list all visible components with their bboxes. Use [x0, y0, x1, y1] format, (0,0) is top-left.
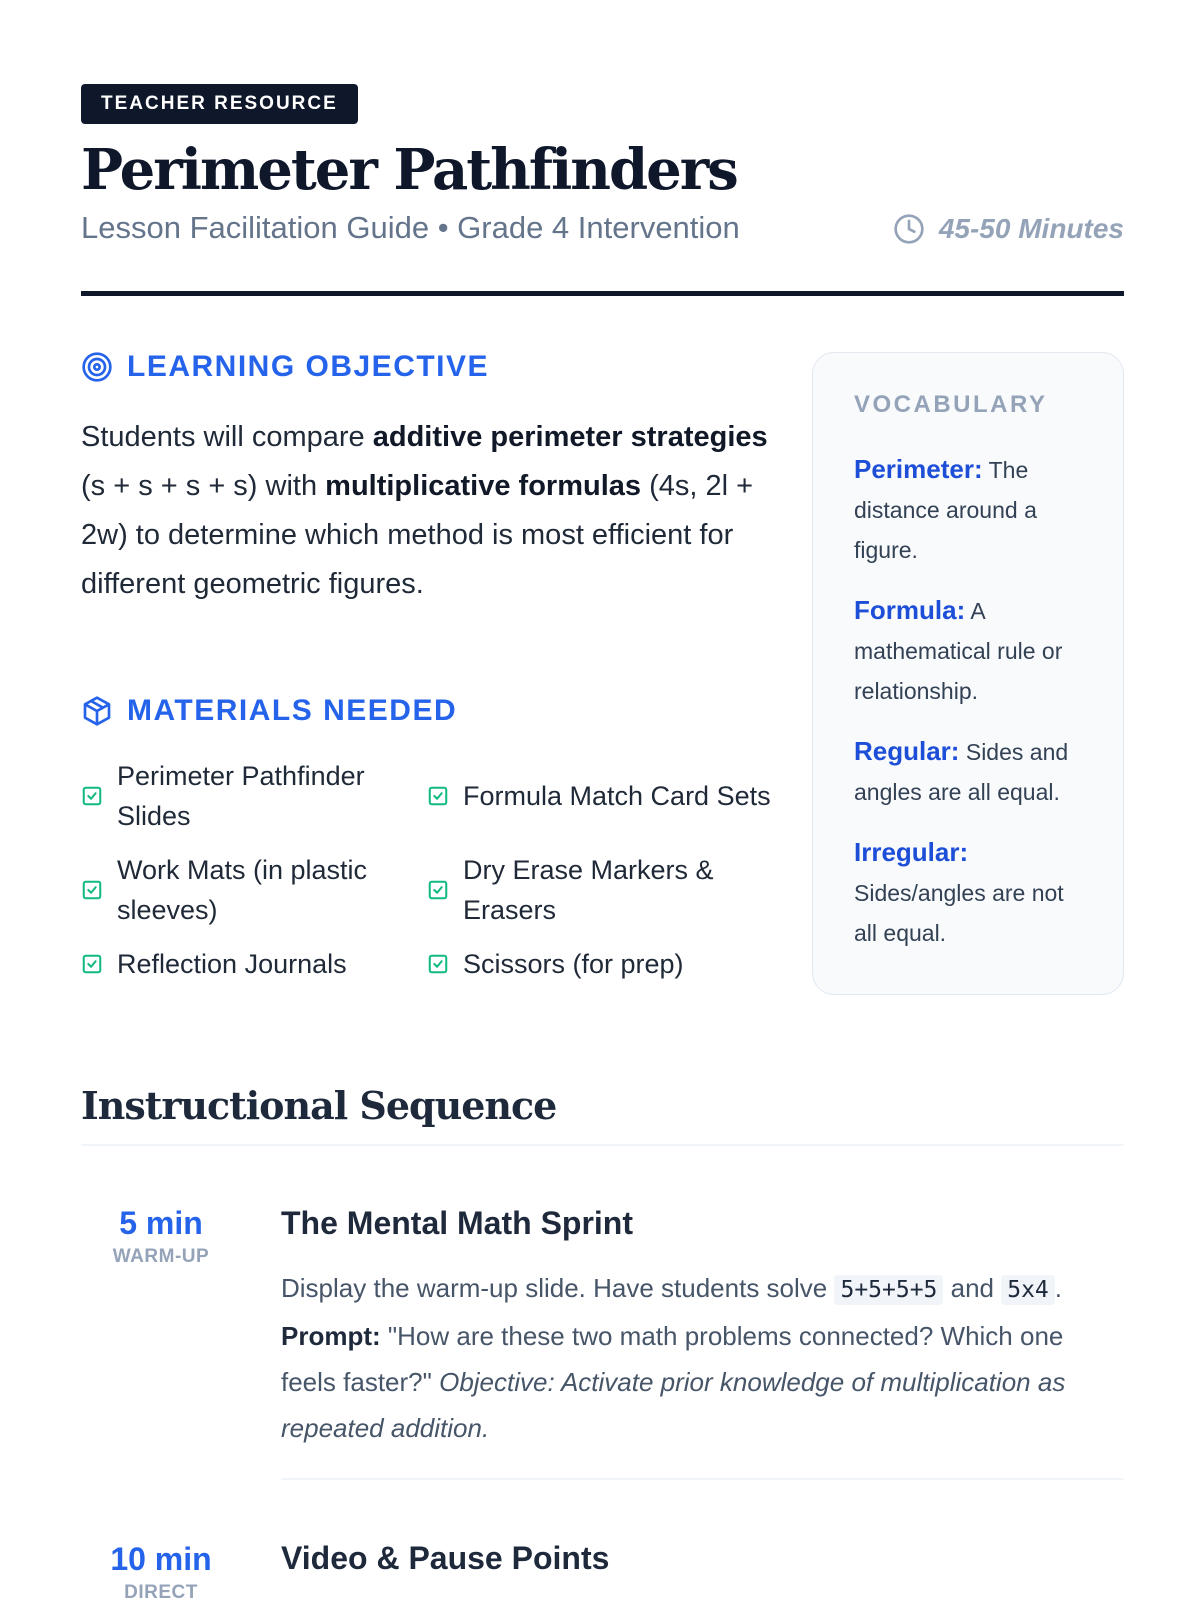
vocab-term-definition: A mathematical rule or relationship.: [854, 598, 1063, 704]
lesson-duration: [893, 213, 1124, 245]
objective-text-part: (s + s + s + s) with: [81, 470, 326, 502]
check-square-icon: [81, 785, 103, 807]
lesson-guide-page: [81, 0, 1124, 1600]
step-time-block: [81, 1540, 241, 1600]
cube-icon: [81, 695, 113, 727]
check-square-icon: [427, 785, 449, 807]
vocabulary-card: [812, 352, 1124, 995]
material-item: [81, 756, 427, 836]
step-divider: [281, 1478, 1124, 1480]
material-item: [81, 944, 427, 984]
page-title: Perimeter Pathfinders: [81, 137, 737, 203]
clock-icon: [893, 213, 925, 245]
objective-emphasis: multiplicative formulas: [325, 470, 642, 502]
step-body: [281, 1265, 1124, 1451]
vocab-term: [854, 832, 1085, 953]
material-item: [427, 756, 773, 836]
objective-heading-label: LEARNING OBJECTIVE: [127, 350, 490, 383]
step-body-text: Display the warm-up slide. Have students solve: [281, 1273, 835, 1303]
step-category: DIRECT: [124, 1582, 198, 1600]
material-label: Dry Erase Markers & Erasers: [463, 855, 714, 925]
vocab-term: [854, 590, 1085, 711]
vocab-term-definition: The distance around a figure.: [854, 457, 1037, 563]
check-square-icon: [427, 879, 449, 901]
duration-text: 45-50 Minutes: [938, 213, 1124, 244]
material-item: [81, 850, 427, 930]
materials-heading: [81, 694, 457, 728]
vocab-term: [854, 449, 1085, 570]
teacher-resource-badge: TEACHER RESOURCE: [81, 84, 358, 124]
material-label: Formula Match Card Sets: [463, 781, 771, 811]
step-body-text: and: [943, 1273, 1002, 1303]
vocabulary-title: VOCABULARY: [854, 391, 1048, 418]
vocab-term-name: Perimeter:: [854, 454, 983, 484]
sequence-divider: [81, 1144, 1124, 1146]
header-divider: [81, 291, 1124, 296]
material-label: Scissors (for prep): [463, 949, 684, 979]
vocab-term-name: Irregular:: [854, 837, 969, 867]
vocab-term-name: Regular:: [854, 736, 960, 766]
target-icon: [81, 351, 113, 383]
step-objective-note: Objective: Activate prior knowledge of multiplication as repeated addition.: [281, 1367, 1066, 1443]
vocab-term: [854, 731, 1085, 812]
objective-text-part: Students will compare: [81, 421, 373, 453]
objective-text: [81, 413, 771, 609]
sequence-title: Instructional Sequence: [81, 1083, 557, 1128]
step-time: 10 min: [110, 1541, 212, 1577]
materials-list: [81, 756, 781, 984]
sequence-step: [281, 1538, 1124, 1578]
page-subtitle: Lesson Facilitation Guide • Grade 4 Intervention: [81, 210, 740, 245]
check-square-icon: [81, 953, 103, 975]
objective-heading: [81, 350, 489, 384]
step-time-block: [81, 1204, 241, 1268]
code-snippet: 5+5+5+5: [834, 1275, 943, 1305]
material-item: [427, 850, 773, 930]
materials-heading-label: MATERIALS NEEDED: [127, 694, 458, 727]
material-label: Perimeter Pathfinder Slides: [117, 761, 365, 831]
sequence-step: [281, 1203, 1124, 1451]
vocab-term-name: Formula:: [854, 595, 966, 625]
step-category: WARM-UP: [112, 1246, 210, 1267]
code-snippet: 5x4: [1001, 1275, 1055, 1305]
vocab-term-definition: Sides/angles are not all equal.: [854, 880, 1064, 946]
step-title: Video & Pause Points: [281, 1540, 610, 1576]
objective-text-part: (4s, 2l + 2w) to determine which method is most efficient for different geometric figures.: [81, 470, 754, 600]
objective-emphasis: additive perimeter strategies: [372, 421, 768, 453]
step-title: The Mental Math Sprint: [281, 1205, 633, 1241]
material-label: Work Mats (in plastic sleeves): [117, 855, 368, 925]
check-square-icon: [81, 879, 103, 901]
step-time: 5 min: [119, 1205, 203, 1241]
prompt-label: Prompt:: [281, 1321, 381, 1351]
step-body-text: .: [1054, 1273, 1063, 1303]
material-label: Reflection Journals: [117, 949, 347, 979]
prompt-text: "How are these two math problems connected? Which one feels faster?": [281, 1321, 1064, 1397]
check-square-icon: [427, 953, 449, 975]
material-item: [427, 944, 773, 984]
vocab-term-definition: Sides and angles are all equal.: [854, 739, 1069, 805]
